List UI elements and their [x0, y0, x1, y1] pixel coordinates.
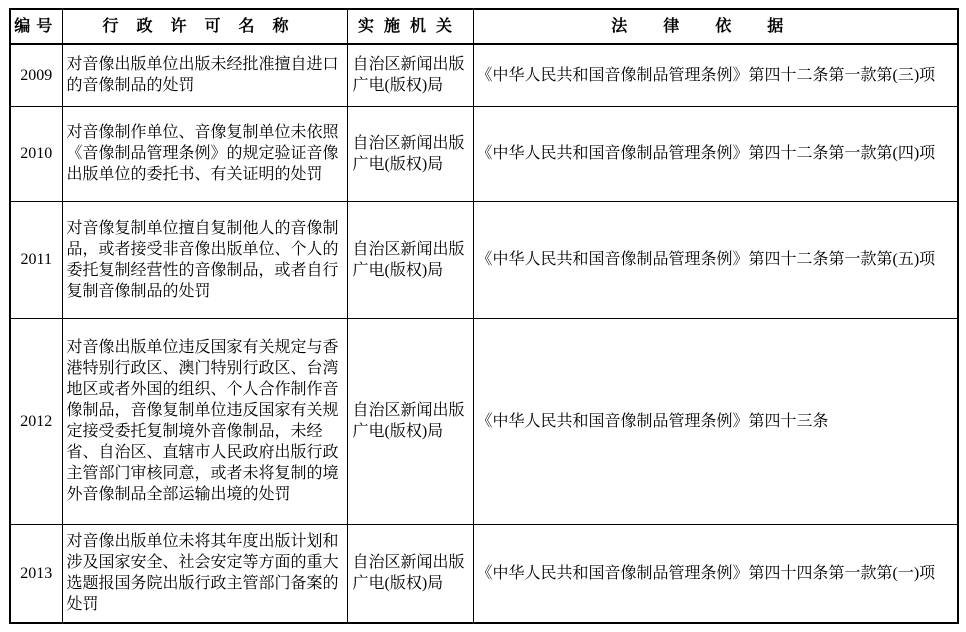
cell-agency: 自治区新闻出版广电(版权)局 [347, 106, 473, 201]
header-cell-legal: 法律依据 [473, 9, 958, 44]
table-row [10, 201, 958, 318]
cell-name: 对音像出版单位出版未经批准擅自进口的音像制品的处罚 [62, 44, 347, 106]
cell-name: 对音像制作单位、音像复制单位未依照《音像制品管理条例》的规定验证音像出版单位的委托书、有关证明的处罚 [62, 106, 347, 201]
cell-legal: 《中华人民共和国音像制品管理条例》第四十二条第一款第(四)项 [473, 106, 958, 201]
header-row [10, 9, 958, 44]
table-row [10, 44, 958, 106]
table-row [10, 524, 958, 623]
cell-id: 2009 [10, 44, 62, 106]
cell-id: 2010 [10, 106, 62, 201]
cell-legal: 《中华人民共和国音像制品管理条例》第四十二条第一款第(五)项 [473, 201, 958, 318]
header-cell-name: 行政许可名称 [62, 9, 347, 44]
cell-name: 对音像出版单位未将其年度出版计划和涉及国家安全、社会安定等方面的重大选题报国务院出版行政主管部门备案的处罚 [62, 524, 347, 623]
cell-agency: 自治区新闻出版广电(版权)局 [347, 318, 473, 524]
table-row [10, 106, 958, 201]
header-cell-agency: 实施机关 [347, 9, 473, 44]
cell-name: 对音像复制单位擅自复制他人的音像制品，或者接受非音像出版单位、个人的委托复制经营性的音像制品，或者自行复制音像制品的处罚 [62, 201, 347, 318]
cell-legal: 《中华人民共和国音像制品管理条例》第四十三条 [473, 318, 958, 524]
cell-agency: 自治区新闻出版广电(版权)局 [347, 201, 473, 318]
header-cell-id: 编号 [10, 9, 62, 44]
admin-license-table [9, 8, 959, 624]
cell-id: 2013 [10, 524, 62, 623]
cell-id: 2011 [10, 201, 62, 318]
cell-legal: 《中华人民共和国音像制品管理条例》第四十二条第一款第(三)项 [473, 44, 958, 106]
cell-agency: 自治区新闻出版广电(版权)局 [347, 44, 473, 106]
cell-agency: 自治区新闻出版广电(版权)局 [347, 524, 473, 623]
cell-id: 2012 [10, 318, 62, 524]
cell-name: 对音像出版单位违反国家有关规定与香港特别行政区、澳门特别行政区、台湾地区或者外国的组织、个人合作制作音像制品，音像复制单位违反国家有关规定接受委托复制境外音像制品，未经省、自治区、直辖市人民政府出版行政主管部门审核同意，或者未将复制的境外音像制品全部运输出境的处罚 [62, 318, 347, 524]
table-row [10, 318, 958, 524]
cell-legal: 《中华人民共和国音像制品管理条例》第四十四条第一款第(一)项 [473, 524, 958, 623]
